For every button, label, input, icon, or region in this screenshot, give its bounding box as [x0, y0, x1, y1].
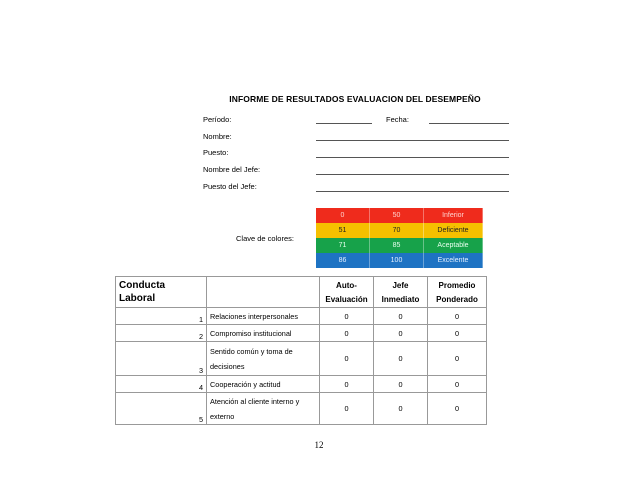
- page-number: 12: [314, 440, 324, 450]
- promedio-value: 0: [428, 393, 487, 425]
- row-number: 4: [116, 376, 207, 393]
- jefe-header-line1: Jefe: [392, 281, 409, 290]
- prom-header-line2: Ponderado: [436, 295, 478, 304]
- key-level: Deficiente: [424, 223, 483, 238]
- row-number: 1: [116, 308, 207, 325]
- key-min: 86: [316, 253, 370, 268]
- auto-value: 0: [320, 325, 374, 342]
- auto-value: 0: [320, 393, 374, 425]
- color-key-table: [316, 208, 483, 268]
- periodo-line: [316, 123, 372, 124]
- auto-header-line1: Auto-: [336, 281, 357, 290]
- promedio-value: 0: [428, 342, 487, 376]
- promedio-value: 0: [428, 376, 487, 393]
- row-number: 3: [116, 342, 207, 376]
- promedio-value: 0: [428, 308, 487, 325]
- jefe-value: 0: [374, 308, 428, 325]
- promedio-value: 0: [428, 325, 487, 342]
- color-key-row: [316, 208, 483, 223]
- nombre-jefe-label: Nombre del Jefe:: [203, 165, 261, 174]
- section-header-line2: Laboral: [119, 293, 156, 304]
- criterion-line1: Sentido común y toma de: [210, 346, 293, 356]
- auto-header-line2: Evaluación: [325, 295, 368, 304]
- puesto-jefe-line: [316, 191, 509, 192]
- key-max: 70: [370, 223, 424, 238]
- nombre-label: Nombre:: [203, 132, 232, 141]
- jefe-header-line2: Inmediato: [381, 295, 420, 304]
- key-level: Aceptable: [424, 238, 483, 253]
- jefe-value: 0: [374, 393, 428, 425]
- criterion: Relaciones interpersonales: [207, 308, 320, 325]
- puesto-label: Puesto:: [203, 148, 229, 157]
- color-key-row: [316, 223, 483, 238]
- key-max: 50: [370, 208, 424, 223]
- table-row: [116, 308, 487, 325]
- prom-header-line1: Promedio: [438, 281, 476, 290]
- row-number: 2: [116, 325, 207, 342]
- criterion: Compromiso institucional: [207, 325, 320, 342]
- color-key-label: Clave de colores:: [236, 234, 294, 243]
- section-header-line1: Conducta: [119, 280, 166, 291]
- row-number: 5: [116, 393, 207, 425]
- table-row: [116, 325, 487, 342]
- fecha-label: Fecha:: [386, 115, 409, 124]
- jefe-inmediato-header: [374, 277, 428, 308]
- evaluation-table: [115, 276, 487, 425]
- fecha-line: [429, 123, 509, 124]
- criterion: Cooperación y actitud: [207, 376, 320, 393]
- auto-evaluacion-header: [320, 277, 374, 308]
- key-max: 85: [370, 238, 424, 253]
- nombre-jefe-line: [316, 174, 509, 175]
- color-key-row: [316, 253, 483, 268]
- puesto-jefe-label: Puesto del Jefe:: [203, 182, 257, 191]
- auto-value: 0: [320, 342, 374, 376]
- report-title: INFORME DE RESULTADOS EVALUACION DEL DESEMPEÑO: [229, 94, 481, 104]
- key-max: 100: [370, 253, 424, 268]
- auto-value: 0: [320, 308, 374, 325]
- key-level: Excelente: [424, 253, 483, 268]
- key-min: 51: [316, 223, 370, 238]
- jefe-value: 0: [374, 376, 428, 393]
- table-header-row: [116, 277, 487, 308]
- table-row: [116, 393, 487, 425]
- puesto-line: [316, 157, 509, 158]
- nombre-line: [316, 140, 509, 141]
- criterion-line2: decisiones: [210, 361, 245, 371]
- key-min: 71: [316, 238, 370, 253]
- key-level: Inferior: [424, 208, 483, 223]
- table-row: [116, 376, 487, 393]
- jefe-value: 0: [374, 325, 428, 342]
- criterion-line2: externo: [210, 411, 235, 421]
- table-row: [116, 342, 487, 376]
- auto-value: 0: [320, 376, 374, 393]
- promedio-ponderado-header: [428, 277, 487, 308]
- key-min: 0: [316, 208, 370, 223]
- jefe-value: 0: [374, 342, 428, 376]
- periodo-label: Período:: [203, 115, 232, 124]
- section-header: [116, 277, 207, 308]
- criterion: [207, 393, 320, 425]
- criterion-line1: Atención al cliente interno y: [210, 396, 300, 406]
- criterion: [207, 342, 320, 376]
- header-blank-cell: [207, 277, 320, 308]
- color-key-row: [316, 238, 483, 253]
